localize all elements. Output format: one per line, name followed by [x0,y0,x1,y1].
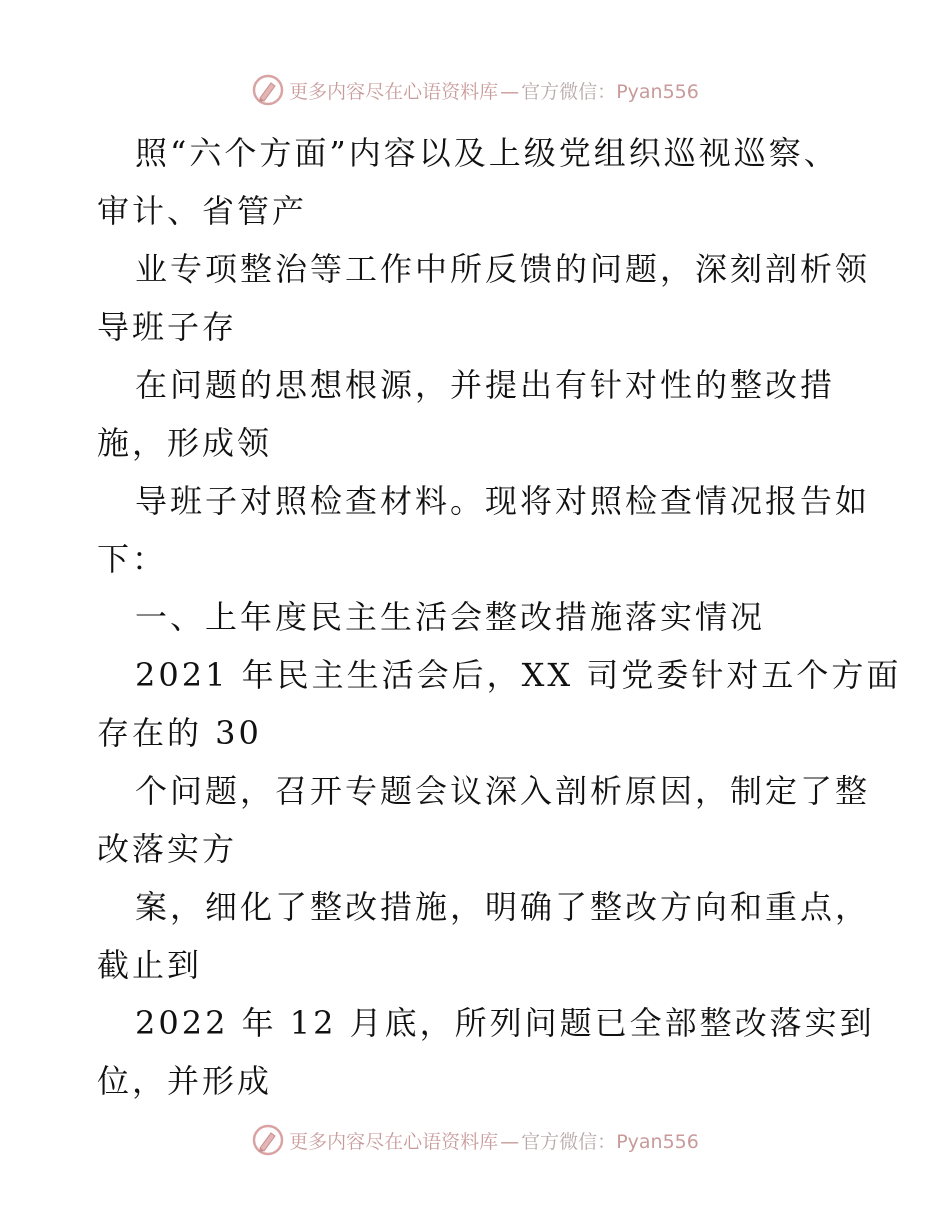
pen-logo-icon [251,73,285,107]
body-line: 2022 年 12 月底，所列问题已全部整改落实到 [135,1004,875,1042]
watermark-title: 更多内容尽在心语资料库 [289,1130,499,1153]
body-line: 照“六个方面”内容以及上级党组织巡视巡察、 [135,134,839,172]
pen-logo-icon [251,1123,285,1157]
watermark-wechat-id: Pyan556 [616,80,699,103]
watermark-text [289,77,699,104]
watermark-wechat-id: Pyan556 [616,1130,699,1153]
body-line: 截止到 [97,946,203,984]
body-line: 案，细化了整改措施，明确了整改方向和重点， [135,888,871,926]
watermark-title: 更多内容尽在心语资料库 [289,80,499,103]
footer-watermark [0,1120,950,1160]
body-line: 2021 年民主生活会后，XX 司党委针对五个方面 [135,656,902,694]
body-line: 审计、省管产 [97,192,308,230]
body-line: 业专项整治等工作中所反馈的问题，深刻剖析领 [135,250,871,288]
document-body [97,124,902,1110]
body-line: 位，并形成 [97,1062,273,1100]
watermark-separator: — [500,1130,520,1153]
section-heading: 一、上年度民主生活会整改措施落实情况 [135,598,766,636]
header-watermark [0,70,950,110]
watermark-text [289,1127,699,1154]
watermark-wechat-label: 官方微信： [521,1130,617,1153]
watermark-separator: — [500,80,520,103]
watermark-wechat-label: 官方微信： [521,80,617,103]
body-line: 存在的 30 [97,714,262,752]
body-line: 施，形成领 [97,424,273,462]
body-line: 导班子对照检查材料。现将对照检查情况报告如 [135,482,871,520]
body-line: 在问题的思想根源，并提出有针对性的整改措 [135,366,836,404]
body-line: 个问题，召开专题会议深入剖析原因，制定了整 [135,772,871,810]
body-line: 导班子存 [97,308,238,346]
body-line: 下： [97,540,168,578]
body-line: 改落实方 [97,830,238,868]
